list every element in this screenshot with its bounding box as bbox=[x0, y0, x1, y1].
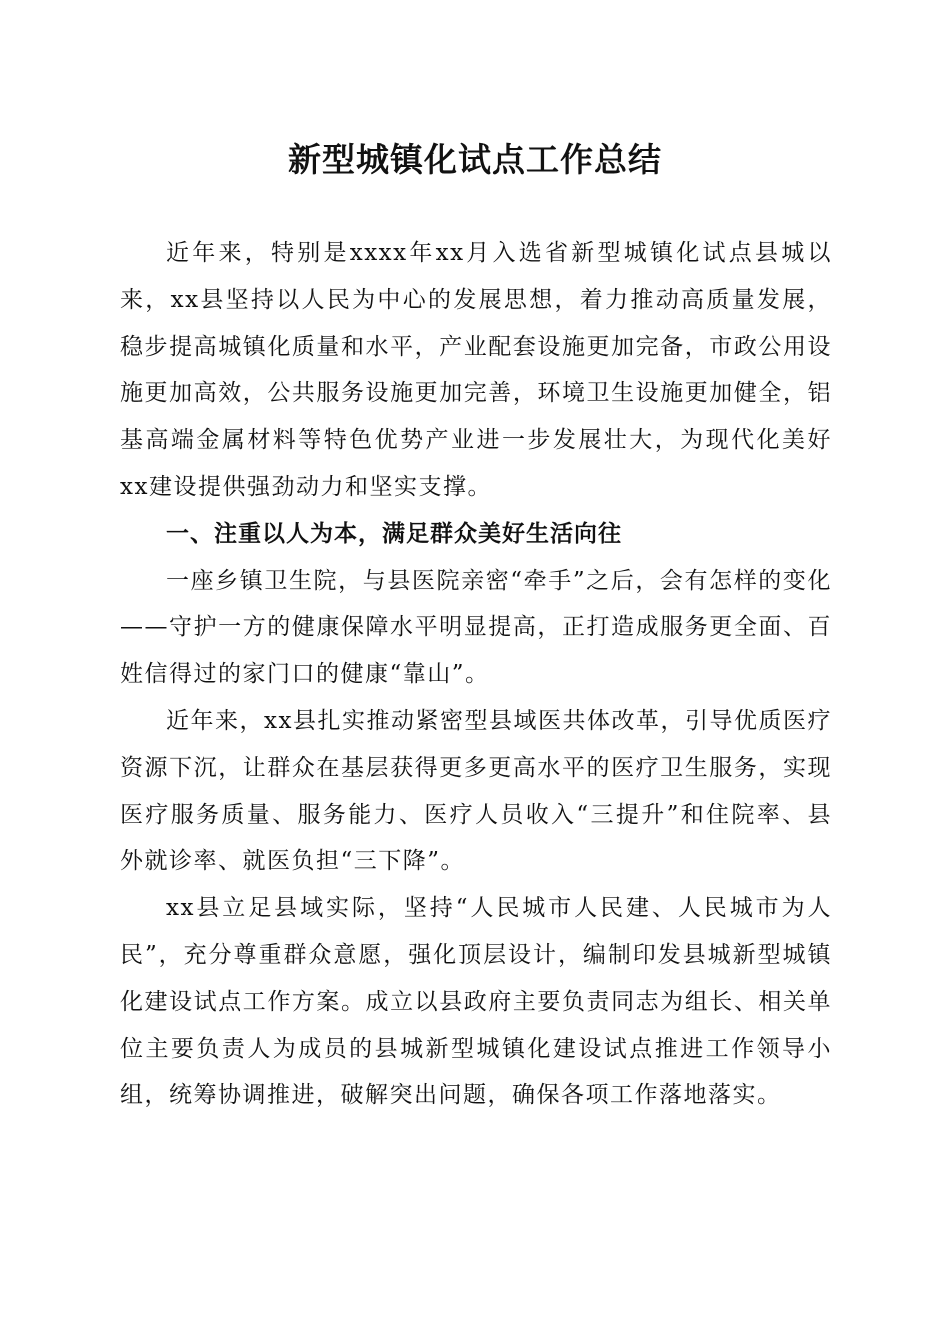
paragraph-pilot-plan: xx县立足县域实际，坚持“人民城市人民建、人民城市为人民”，充分尊重群众意愿，强化顶层设计，编制印发县城新型城镇化建设试点工作方案。成立以县政府主要负责同志为组长、相关单位主要负责人为成员的县城新型城镇化建设试点推进工作领导小组，统筹协调推进，破解突出问题，确保各项工作落地落实。 bbox=[120, 895, 832, 1109]
paragraph-medical-reform: 近年来，xx县扎实推动紧密型县域医共体改革，引导优质医疗资源下沉，让群众在基层获得更多更高水平的医疗卫生服务，实现医疗服务质量、服务能力、医疗人员收入“三提升”和住院率、县外就诊率、就医负担“三下降”。 bbox=[120, 707, 832, 875]
paragraph-health-center: 一座乡镇卫生院，与县医院亲密“牵手”之后，会有怎样的变化——守护一方的健康保障水平明显提高，正打造成服务更全面、百姓信得过的家门口的健康“靠山”。 bbox=[120, 567, 832, 688]
intro-paragraph: 近年来，特别是xxxx年xx月入选省新型城镇化试点县城以来，xx县坚持以人民为中心的发展思想，着力推动高质量发展，稳步提高城镇化质量和水平，产业配套设施更加完备，市政公用设施更加高效，公共服务设施更加完善，环境卫生设施更加健全，铝基高端金属材料等特色优势产业进一步发展壮大，为现代化美好xx建设提供强劲动力和坚实支撑。 bbox=[120, 240, 832, 500]
document-title: 新型城镇化试点工作总结 bbox=[288, 140, 662, 179]
document-body bbox=[120, 230, 832, 1119]
section-heading: 一、注重以人为本，满足群众美好生活向往 bbox=[166, 520, 622, 547]
